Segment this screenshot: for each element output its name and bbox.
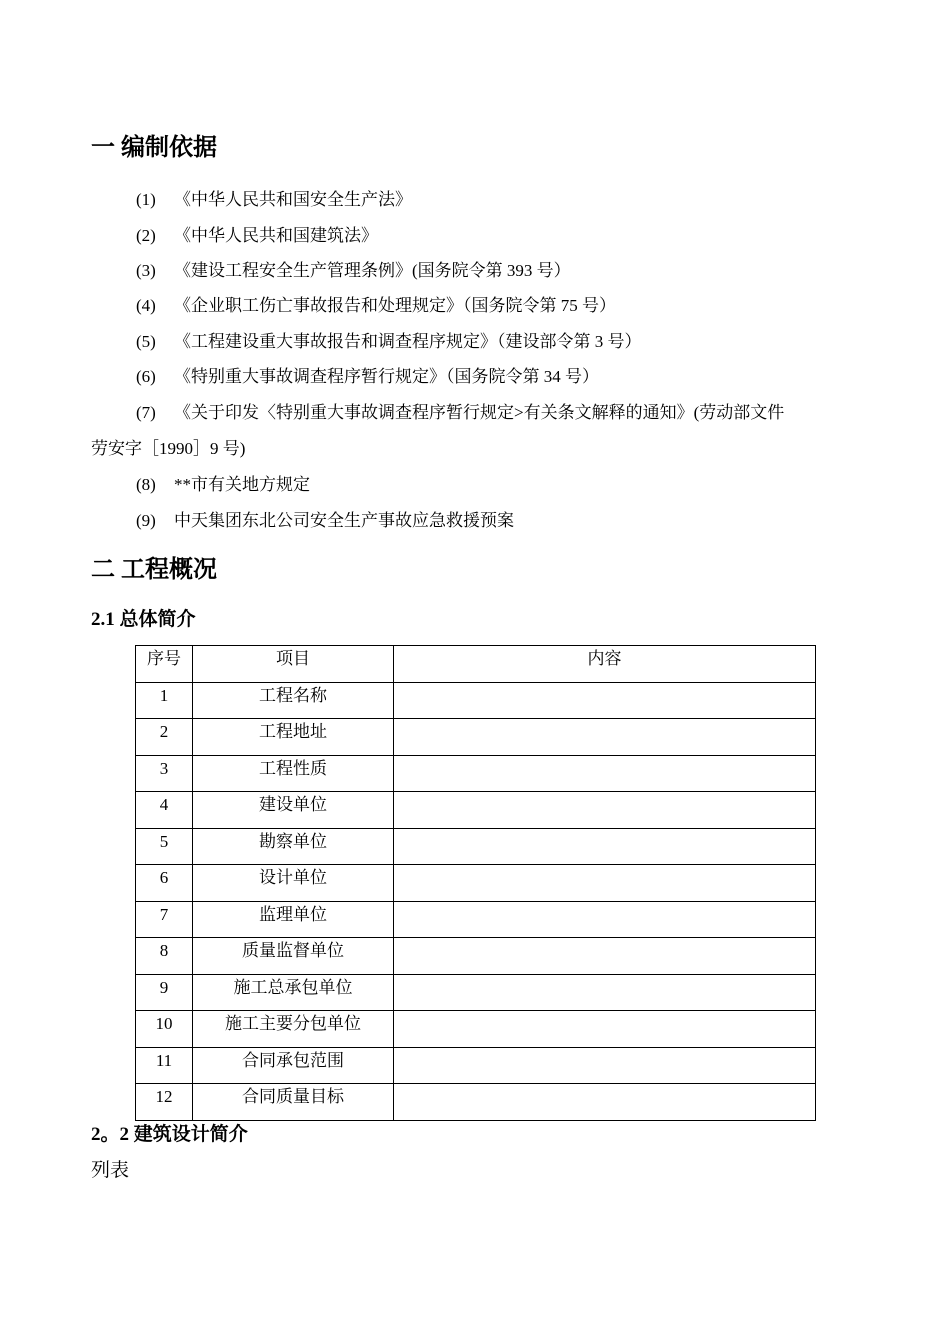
overview-table — [135, 645, 816, 1121]
row-no: 9 — [136, 974, 193, 1011]
basis-item-text: 《企业职工伤亡事故报告和处理规定》（国务院令第 75 号） — [174, 296, 616, 315]
row-content — [394, 1084, 816, 1121]
table-row — [136, 828, 816, 865]
row-content — [394, 828, 816, 865]
header-item: 项目 — [193, 646, 394, 683]
basis-item-5 — [136, 330, 642, 354]
row-content — [394, 682, 816, 719]
basis-item-number: (7) — [136, 403, 156, 422]
row-content — [394, 901, 816, 938]
row-no: 11 — [136, 1047, 193, 1084]
row-no: 12 — [136, 1084, 193, 1121]
basis-item-number: (8) — [136, 475, 156, 494]
row-item: 工程地址 — [193, 719, 394, 756]
row-no: 6 — [136, 865, 193, 902]
basis-item-text: **市有关地方规定 — [174, 475, 310, 494]
row-content — [394, 1047, 816, 1084]
basis-item-2 — [136, 224, 378, 248]
table-row — [136, 901, 816, 938]
row-no: 1 — [136, 682, 193, 719]
row-item: 合同质量目标 — [193, 1084, 394, 1121]
row-no: 8 — [136, 938, 193, 975]
row-content — [394, 865, 816, 902]
basis-item-6 — [136, 365, 599, 389]
header-no: 序号 — [136, 646, 193, 683]
table-row — [136, 719, 816, 756]
table-row — [136, 938, 816, 975]
row-item: 建设单位 — [193, 792, 394, 829]
basis-item-number: (5) — [136, 332, 156, 351]
row-item: 工程性质 — [193, 755, 394, 792]
row-content — [394, 792, 816, 829]
basis-item-number: (6) — [136, 367, 156, 386]
basis-item-1 — [136, 188, 412, 212]
basis-item-text: 《特别重大事故调查程序暂行规定》（国务院令第 34 号） — [174, 367, 599, 386]
basis-item-7 — [136, 401, 784, 425]
row-item: 施工主要分包单位 — [193, 1011, 394, 1048]
table-row — [136, 1011, 816, 1048]
basis-item-text: 《关于印发〈特别重大事故调查程序暂行规定>有关条文解释的通知》(劳动部文件 — [174, 403, 785, 422]
row-content — [394, 755, 816, 792]
row-no: 2 — [136, 719, 193, 756]
row-item: 勘察单位 — [193, 828, 394, 865]
row-item: 合同承包范围 — [193, 1047, 394, 1084]
basis-item-8 — [136, 473, 310, 497]
subsection-2-2-text: 列表 — [91, 1160, 130, 1181]
section-1-title: 一 编制依据 — [91, 135, 217, 161]
basis-item-text: 《中华人民共和国建筑法》 — [174, 226, 378, 245]
row-no: 10 — [136, 1011, 193, 1048]
table-row — [136, 1047, 816, 1084]
row-content — [394, 1011, 816, 1048]
header-content: 内容 — [394, 646, 816, 683]
table-header-row — [136, 646, 816, 683]
table-row — [136, 792, 816, 829]
basis-item-3 — [136, 259, 571, 283]
row-no: 3 — [136, 755, 193, 792]
basis-item-number: (4) — [136, 296, 156, 315]
basis-item-text: 中天集团东北公司安全生产事故应急救援预案 — [174, 511, 514, 530]
table-row — [136, 974, 816, 1011]
row-content — [394, 719, 816, 756]
basis-item-text: 《中华人民共和国安全生产法》 — [174, 190, 412, 209]
table-row — [136, 682, 816, 719]
row-content — [394, 974, 816, 1011]
row-no: 4 — [136, 792, 193, 829]
basis-item-7-continuation: 劳安字［1990］9 号) — [91, 439, 246, 458]
basis-item-text: 《工程建设重大事故报告和调查程序规定》（建设部令第 3 号） — [174, 332, 642, 351]
table-row — [136, 755, 816, 792]
basis-item-number: (3) — [136, 261, 156, 280]
subsection-2-2-title: 2。2 建筑设计简介 — [91, 1124, 248, 1145]
row-item: 监理单位 — [193, 901, 394, 938]
row-no: 7 — [136, 901, 193, 938]
table-row — [136, 1084, 816, 1121]
row-item: 施工总承包单位 — [193, 974, 394, 1011]
row-item: 工程名称 — [193, 682, 394, 719]
basis-item-number: (1) — [136, 190, 156, 209]
basis-item-text: 《建设工程安全生产管理条例》(国务院令第 393 号） — [174, 261, 571, 280]
table-row — [136, 865, 816, 902]
basis-item-9 — [136, 509, 514, 533]
subsection-2-1-title: 2.1 总体简介 — [91, 609, 196, 630]
basis-item-number: (2) — [136, 226, 156, 245]
basis-item-number: (9) — [136, 511, 156, 530]
row-item: 质量监督单位 — [193, 938, 394, 975]
row-content — [394, 938, 816, 975]
basis-item-4 — [136, 294, 616, 318]
row-item: 设计单位 — [193, 865, 394, 902]
row-no: 5 — [136, 828, 193, 865]
section-2-title: 二 工程概况 — [91, 557, 217, 583]
